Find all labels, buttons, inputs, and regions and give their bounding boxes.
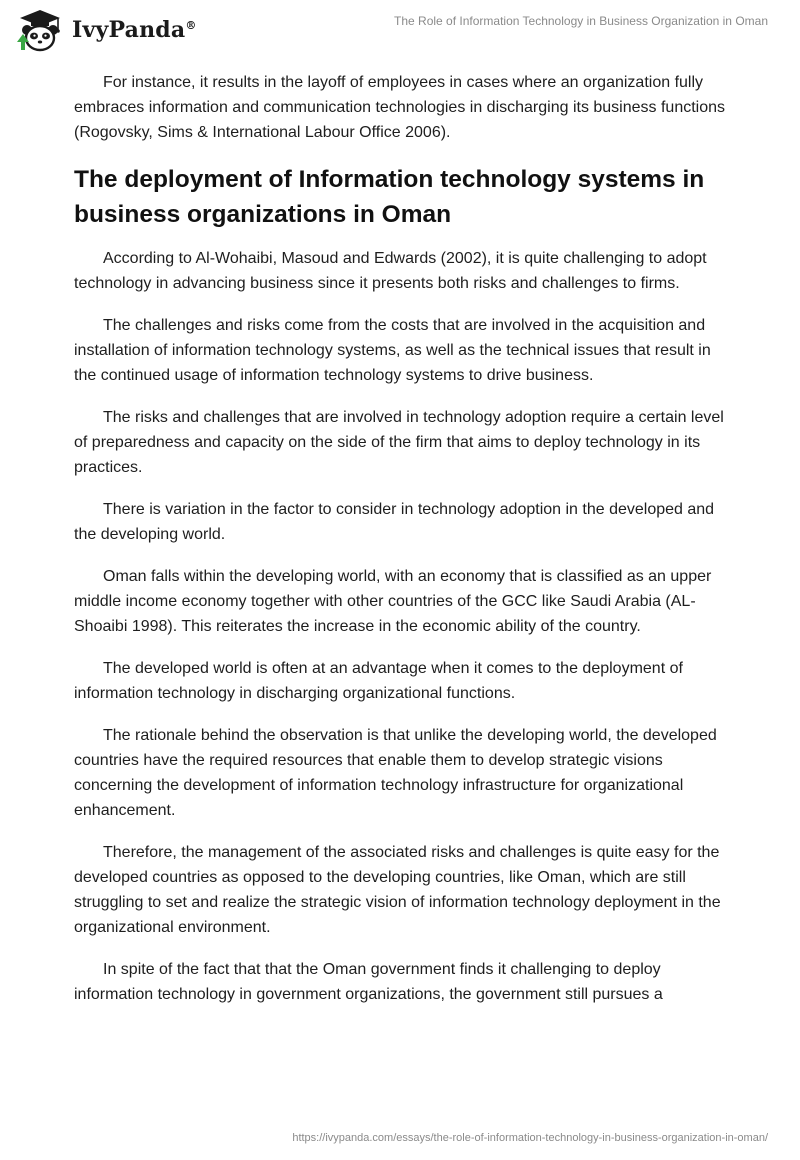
source-url[interactable]: https://ivypanda.com/essays/the-role-of-information-technology-in-business-organization-in-oman/	[292, 1132, 768, 1144]
brand-name: IvyPanda®	[72, 17, 197, 43]
paragraph: The rationale behind the observation is that unlike the developing world, the developed countries have the required resources that enable them to develop strategic visions concerning the development of information technology infrastructure for organizational enhancement.	[74, 727, 717, 819]
essay-body	[74, 70, 726, 1024]
paragraph: The developed world is often at an advantage when it comes to the deployment of information technology in discharging organizational functions.	[74, 660, 683, 702]
panda-graduation-cap-icon	[14, 8, 66, 52]
intro-paragraph: For instance, it results in the layoff of employees in cases where an organization fully embraces information and communication technologies in discharging its business functions (Rogovsky, Sims & International Labour Office 2006).	[74, 74, 726, 141]
paragraph: Oman falls within the developing world, with an economy that is classified as an upper middle income economy together with other countries of the GCC like Saudi Arabia (AL-Shoaibi 1998). This reiterates the increase in the economic ability of the country.	[74, 568, 712, 635]
page-header	[0, 0, 800, 60]
paragraph: There is variation in the factor to consider in technology adoption in the developed and the developing world.	[74, 501, 715, 543]
brand-logo[interactable]	[14, 8, 197, 52]
paragraph: The risks and challenges that are involved in technology adoption require a certain level of preparedness and capacity on the side of the firm that aims to deploy technology in its practices.	[74, 409, 724, 476]
section-heading: The deployment of Information technology systems in business organizations in Oman	[74, 166, 705, 228]
document-title: The Role of Information Technology in Business Organization in Oman	[394, 14, 768, 28]
paragraph: Therefore, the management of the associated risks and challenges is quite easy for the developed countries as opposed to the developing countries, like Oman, which are still struggling to set and realize the strategic vision of information technology deployment in the organizational environment.	[74, 844, 721, 936]
paragraph: The challenges and risks come from the costs that are involved in the acquisition and installation of information technology systems, as well as the technical issues that result in the continued usage of information technology systems to drive business.	[74, 317, 711, 384]
paragraph: In spite of the fact that that the Oman government finds it challenging to deploy information technology in government organizations, the government still pursues a	[74, 961, 663, 1003]
paragraph: According to Al-Wohaibi, Masoud and Edwards (2002), it is quite challenging to adopt technology in advancing business since it presents both risks and challenges to firms.	[74, 250, 707, 292]
